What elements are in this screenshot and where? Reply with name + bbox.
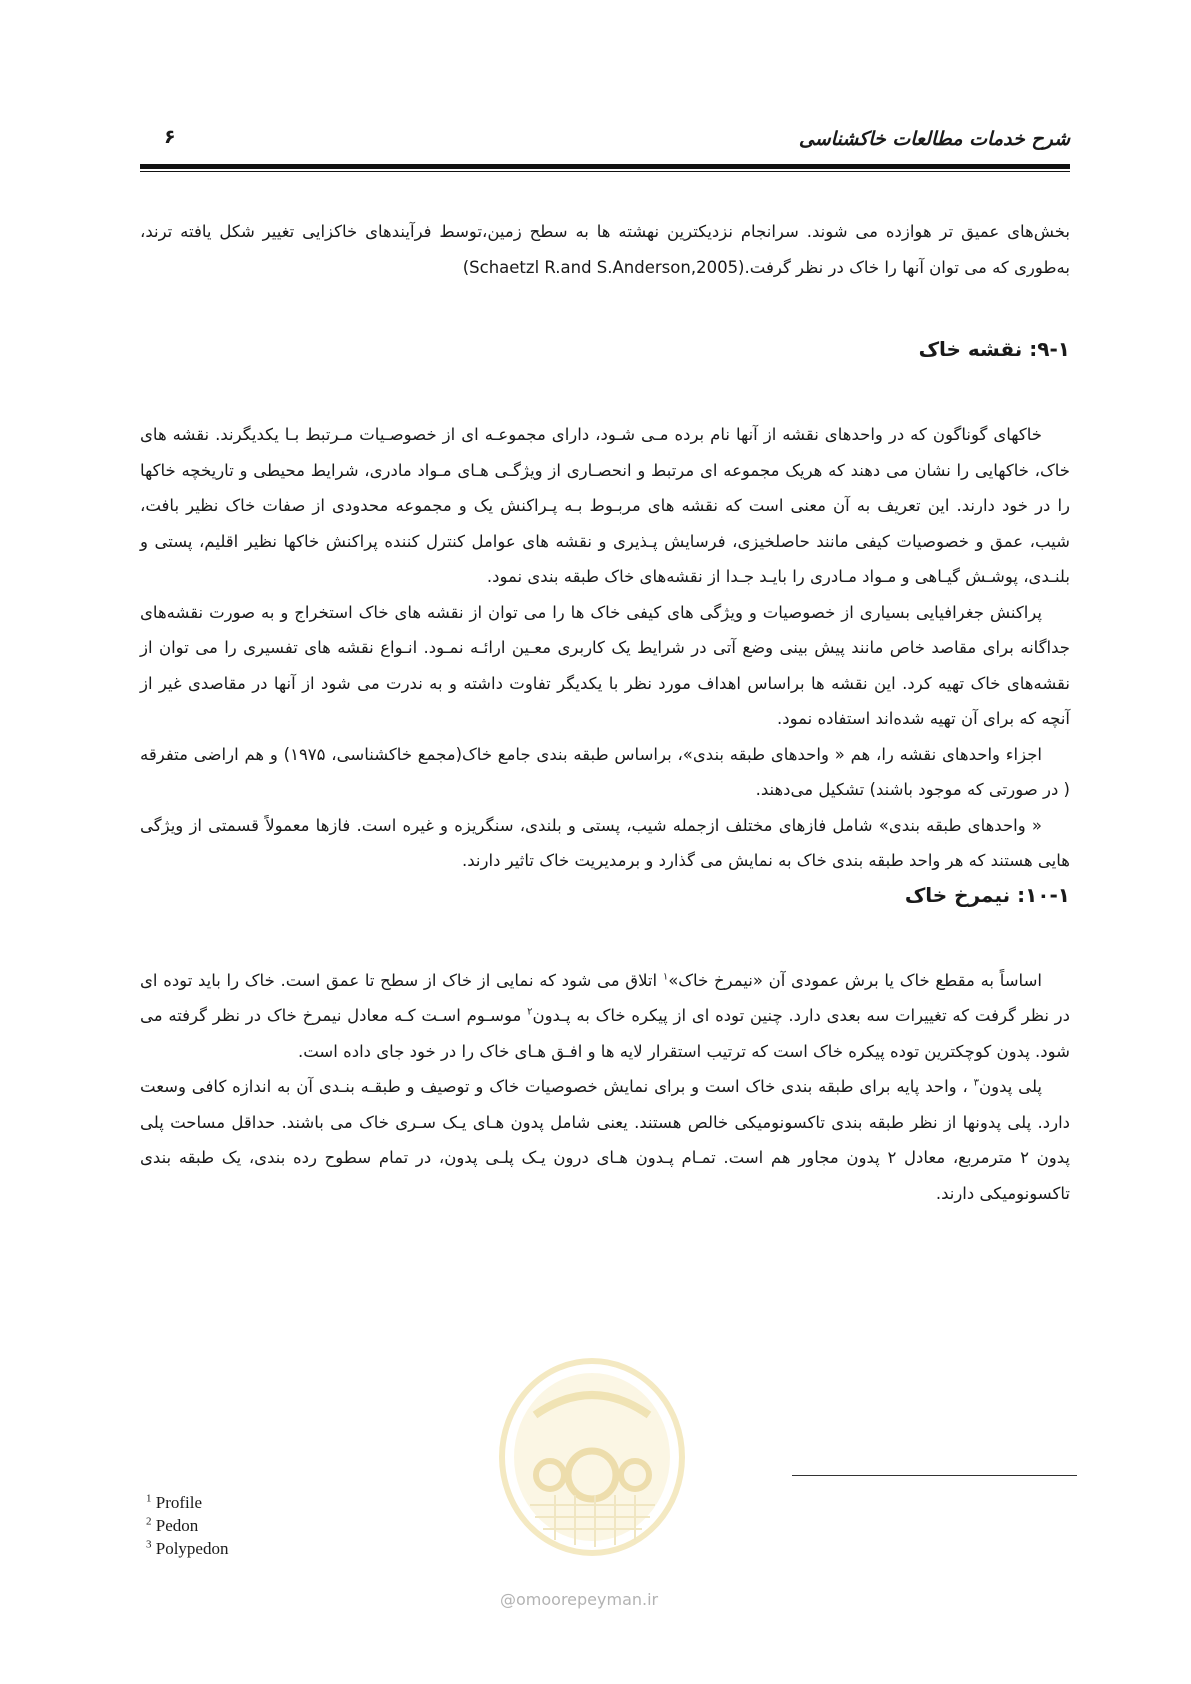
running-title: شرح خدمات مطالعات خاکشناسی (798, 128, 1070, 150)
paragraph-profile (140, 963, 1070, 1070)
footnote-ref-3: ۳ (973, 1077, 980, 1089)
footnote-text: Polypedon (155, 1539, 229, 1558)
text: موسـوم اسـت کـه معادل نیمرخ خاک در نظر گرفته می شود. پدون کوچکترین توده پیکره خاک است که ترتیب استقرار لایه ها و افـق هـای خاک را در خود جای داده است. (140, 1006, 1070, 1061)
text: اساساً به مقطع خاک یا برش عمودی آن «نیمرخ خاک» (668, 970, 1042, 990)
footnote-number: 1 (146, 1492, 152, 1505)
footnotes (146, 1491, 546, 1560)
footnote-item (146, 1514, 546, 1537)
footnote-item (146, 1537, 546, 1560)
footnote-separator (792, 1475, 1077, 1476)
paragraph: پراکنش جغرافیایی بسیاری از خصوصیات و ویژگی های کیفی خاک ها را می توان از نقشه های خاک استخراج و به صورت نقشه‌های جداگانه برای مقاصد خاص مانند پیش بینی وضع آتی در شرایط یک کاربری معـین ارائـه نمـود. انـواع نقشه های تفسیری را می توان از نقشه‌های خاک تهیه کرد. این نقشه ها براساس اهداف مورد نظر با یکدیگر تفاوت داشته و به ندرت می شود از آنها در مقاصدی غیر از آنچه که برای آن تهیه شده‌اند استفاده نمود. (140, 602, 1070, 728)
footnote-number: 2 (146, 1515, 152, 1528)
footnote-text: Profile (155, 1493, 203, 1512)
section-heading-soil-profile: ۱۰-۱: نیمرخ خاک (904, 882, 1070, 907)
text: پلی پدون (979, 1077, 1042, 1096)
watermark-logo-icon (495, 1355, 690, 1560)
body-text (140, 214, 1070, 1211)
paragraph: اجزاء واحدهای نقشه را، هم « واحدهای طبقه بندی»، براساس طبقه بندی جامع خاک(مجمع خاکشناسی، ۱۹۷۵) و هم اراضی متفرقه ( در صورتی که موجود باشند) تشکیل می‌دهند. (140, 744, 1070, 799)
page-header (140, 118, 1070, 162)
page-number: ۶ (164, 126, 176, 148)
section-heading-soil-map: ۹-۱: نقشه خاک (918, 337, 1070, 361)
intro-paragraph (140, 214, 1070, 285)
paragraph-polypedon (140, 1069, 1070, 1211)
text: اتلاق می شود که نمایی از خاک از سطح تا عمق است. خاک را باید توده ای در نظر گرفت که تغییرات سه بعدی دارد. چنین توده ای از پیکره خاک به پـدون (140, 970, 1070, 1025)
header-rule (140, 164, 1070, 169)
text: ، واحد پایه برای طبقه بندی خاک است و برای نمایش خصوصیات خاک و توصیف و طبقـه بنـدی آن به اندازه کافی وسعت دارد. پلی پدونها از نظر طبقه بندی تاکسونومیکی خالص هستند. یعنی شامل پدون هـای یـک سـری خاک می باشند. حداقل مساحت پلی پدون ۲ مترمربع، معادل ۲ پدون مجاور هم است. تمـام پـدون هـای درون یـک پلـی پدون، در تمام سطوح رده بندی، یک طبقه بندی تاکسونومیکی دارند. (140, 1077, 1070, 1203)
intro-citation: (Schaetzl R.and S.Anderson,2005) (462, 257, 745, 277)
paragraph: خاکهای گوناگون که در واحدهای نقشه از آنها نام برده مـی شـود، دارای مجموعـه ای از خصوصـیات مـرتبط بـا یکدیگرند. نقشه های خاک، خاکهایی را نشان می دهند که هریک مجموعه ای مرتبط و انحصـاری از ویژگـی هـای مـواد مادری، شرایط محیطی و تاریخچه خاکها را در خود دارند. این تعریف به آن معنی است که نقشه های مربـوط بـه پـراکنش یک و مجموعه محدودی از صفات خاک نظیر بافت، شیب، عمق و خصوصیات کیفی مانند حاصلخیزی، فرسایش پـذیری و نقشه های عوامل کنترل کننده پراکنش خاکها نظیر اقلیم، پستی و بلنـدی، پوشـش گیـاهی و مـواد مـادری را بایـد جـدا از نقشه‌های خاک طبقه بندی نمود. (140, 425, 1070, 586)
paragraph: « واحدهای طبقه بندی» شامل فازهای مختلف ازجمله شیب، پستی و بلندی، سنگریزه و غیره است. فازها معمولاً قسمتی از ویژگی هایی هستند که هر واحد طبقه بندی خاک به نمایش می گذارد و برمدیریت خاک تاثیر دارند. (140, 815, 1070, 870)
footnote-text: Pedon (155, 1516, 199, 1535)
intro-text: بخش‌های عمیق تر هوازده می شوند. سرانجام نزدیکترین نهشته ها به سطح زمین،توسط فرآیندهای خاکزایی تغییر شکل یافته ترند، به‌طوری که می توان آنها را خاک در نظر گرفت. (140, 222, 1070, 277)
watermark-text: @omoorepeyman.ir (500, 1590, 659, 1609)
footnote-ref-1: ۱ (662, 971, 669, 982)
footnote-ref-2: ۲ (527, 1006, 533, 1018)
header-rule-thin (140, 171, 1070, 172)
footnote-item (146, 1491, 546, 1514)
footnote-number: 3 (146, 1538, 152, 1551)
